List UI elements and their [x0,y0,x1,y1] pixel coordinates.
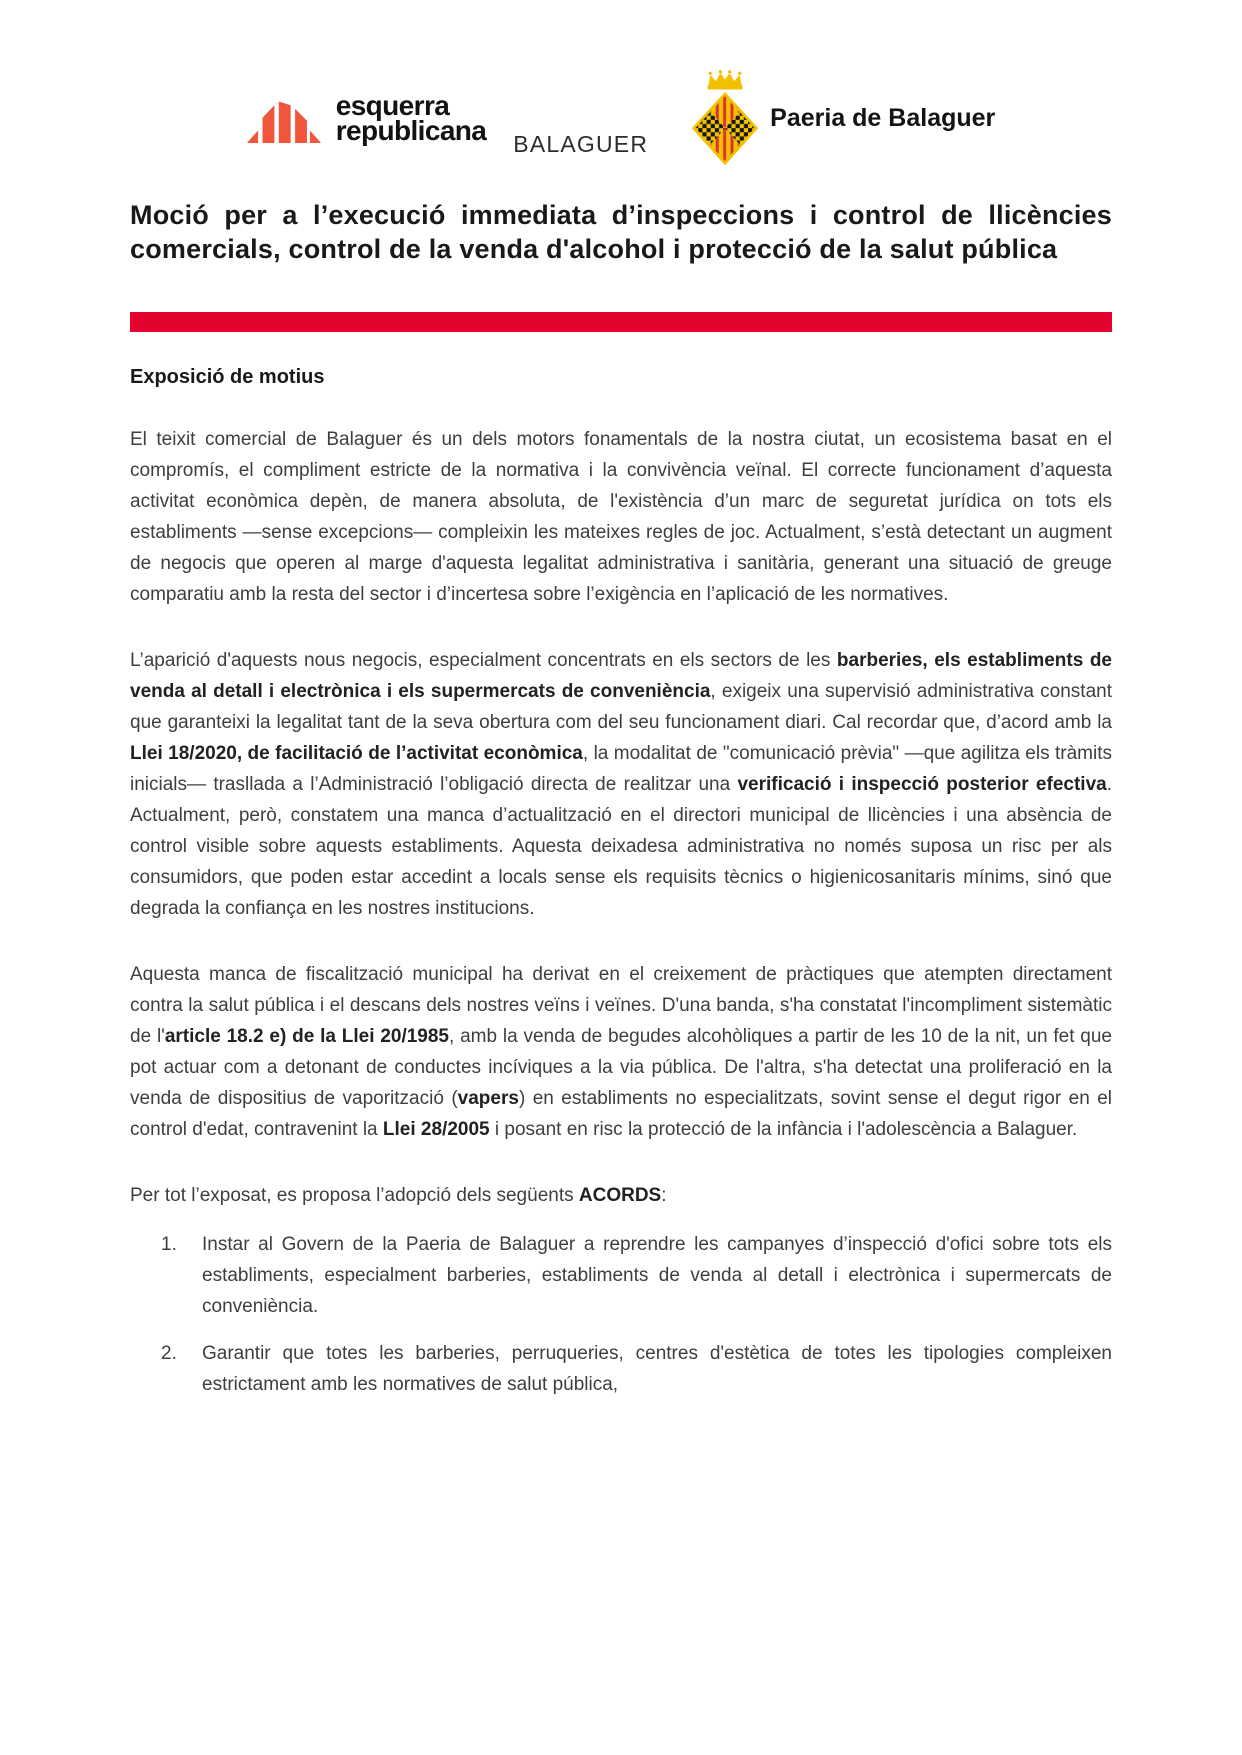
document-title: Moció per a l’execució immediata d’inspeccions i control de llicències comercials, control de la venda d'alcohol i protecció de la salut pública [130,200,1112,264]
text-run: Aquesta manca de fiscalització municipal ha derivat en el creixement de pràctiques que atempten directament contra la salut pública i el descans dels nostres veïns i veïnes. D'una banda, s'ha constatat l'incompliment sistemàtic de l' [130,964,1112,1047]
bold-text-run: ACORDS [578,1185,662,1206]
erc-logo-block [247,90,487,146]
accent-bar [130,312,1112,332]
paeria-coat-of-arms-icon [690,70,760,166]
acords-intro [130,1180,1112,1211]
acord-item-2 [130,1338,1112,1400]
erc-wordmark-line1: esquerra [335,90,450,121]
text-run: , la modalitat de "comunicació prèvia" —que agilitza els tràmits inicials— trasllada a l’Administració l’obligació directa de realitzar una [130,743,1112,795]
text-run: Per tot l’exposat, es proposa l’adopció dels següents [130,1185,579,1206]
bold-text-run: Llei 18/2020, de facilitació de l’activitat econòmica [130,743,583,764]
paragraph-1 [130,424,1112,610]
text-run: ) en establiments no especialitzats, sovint sense el degut rigor en el control d'edat, contravenint la [130,1088,1112,1140]
bold-text-run: vapers [457,1088,519,1109]
acord-item-number: 1. [161,1234,177,1255]
erc-wordmark [335,90,487,146]
erc-wordmark-line2: republicana [335,115,487,146]
text-run: . Actualment, però, constatem una manca d’actualització en el directori municipal de llicències i una absència de control visible sobre aquests establiments. Aquesta deixadesa administrativa no només suposa un risc per als consumidors, que poden estar accedint a locals sense els requisits tècnics o higienicosanitaris mínims, sinó que degrada la confiança en les nostres institucions. [130,774,1112,919]
text-run: i posant en risc la protecció de la infància i l'adolescència a Balaguer. [489,1119,1078,1140]
text-run: L’aparició d'aquests nous negocis, especialment concentrats en els sectors de les [130,650,837,671]
text-run: , exigeix una supervisió administrativa constant que garanteixi la legalitat tant de la seva obertura com del seu funcionament diari. Cal recordar que, d’acord amb la [130,681,1112,733]
acord-item-number: 2. [161,1343,177,1364]
acord-item-text: Instar al Govern de la Paeria de Balaguer a reprendre les campanyes d’inspecció d'ofici sobre tots els establiments, especialment barberies, establiments de venda al detall i electrònica i supermercats de conveniència. [202,1234,1112,1317]
text-run: , amb la venda de begudes alcohòliques a partir de les 10 de la nit, un fet que pot actuar com a detonant de conductes incíviques a la via pública. De l'altra, s'ha detectat una proliferació en la venda de dispositius de vaporització ( [130,1026,1112,1109]
paeria-label: Paeria de Balaguer [770,103,996,132]
acord-item-1 [130,1229,1112,1322]
bold-text-run: verificació i inspecció posterior efectiva [737,774,1107,795]
text-run: El teixit comercial de Balaguer és un dels motors fonamentals de la nostra ciutat, un ecosistema basat en el compromís, el compliment estricte de la normativa i la convivència veïnal. El correcte funcionament d’aquesta activitat econòmica depèn, de manera absoluta, de l'existència d’un marc de seguretat jurídica on tots els establiments —sense excepcions— compleixin les mateixes regles de joc. Actualment, s’està detectant un augment de negocis que operen al marge d'aquesta legalitat administrativa i sanitària, generant una situació de greuge comparatiu amb la resta del sector i d’incertesa sobre l’exigència en l’aplicació de les normatives. [130,429,1112,605]
acord-item-text: Garantir que totes les barberies, perruqueries, centres d'estètica de totes les tipologies compleixen estrictament amb les normatives de salut pública, [202,1343,1112,1395]
section-heading: Exposició de motius [130,366,325,388]
erc-bars-logo-icon [247,97,321,143]
erc-balaguer-label: BALAGUER [513,131,649,157]
bold-text-run: barberies, els establiments de venda al detall i electrònica i els supermercats de conveniència [130,650,1112,702]
document-header [130,72,1112,164]
paragraph-2 [130,645,1112,924]
acords-list [130,1229,1112,1400]
text-run: : [661,1185,667,1206]
bold-text-run: article 18.2 e) de la Llei 20/1985 [164,1026,449,1047]
bold-text-run: Llei 28/2005 [382,1119,490,1140]
paragraph-3 [130,959,1112,1145]
